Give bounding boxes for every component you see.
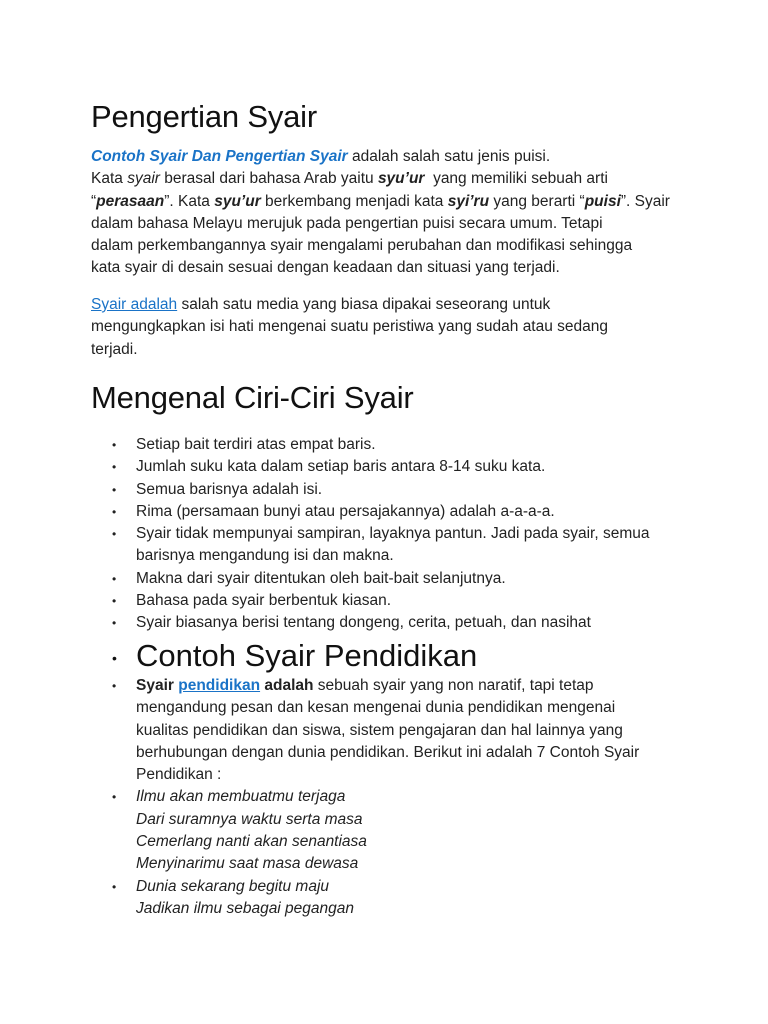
bullet-icon: •: [112, 879, 117, 894]
intro-line-3: “perasaan”. Kata syu’ur berkembang menjadi kata syi’ru yang berarti “puisi”. Syair: [91, 192, 670, 210]
ciri-item-text: Setiap bait terdiri atas empat baris.: [136, 436, 376, 453]
ciri-item: [91, 479, 691, 501]
ciri-list: [91, 434, 691, 635]
syair-adalah-link[interactable]: Syair adalah: [91, 296, 178, 313]
pendidikan-list: [91, 675, 691, 920]
bullet-icon: •: [112, 616, 117, 631]
poem-1-item: [91, 786, 691, 875]
ciri-item: [91, 568, 691, 590]
ciri-item: [91, 456, 691, 478]
ciri-item: [91, 612, 691, 634]
bullet-icon: •: [112, 438, 117, 452]
poem-2-item: [91, 876, 691, 921]
intro-line-6: kata syair di desain sesuai dengan keadaan dan situasi yang terjadi.: [91, 259, 560, 277]
contoh-syair-link[interactable]: Contoh Syair Dan Pengertian Syair: [91, 148, 352, 165]
ciri-item-text: Bahasa pada syair berbentuk kiasan.: [136, 592, 392, 610]
pendidikan-link[interactable]: pendidikan: [178, 677, 261, 694]
bullet-icon: •: [112, 504, 117, 519]
ciri-item-text: barisnya mengandung isi dan makna.: [136, 547, 394, 565]
poem-line: Ilmu akan membuatmu terjaga: [136, 788, 346, 806]
ciri-item-text: Semua barisnya adalah isi.: [136, 480, 323, 498]
syair-adalah-paragraph: Syair adalah salah satu media yang biasa dipakai seseorang untuk mengungkapkan isi hati mengenai suatu peristiwa yang sudah atau sedang terjadi.: [91, 296, 609, 358]
ciri-item: [91, 590, 691, 612]
contoh-heading: Contoh Syair Pendidikan: [136, 638, 478, 673]
poem-line: Jadikan ilmu sebagai pegangan: [136, 899, 355, 917]
poem-line: Menyinarimu saat masa dewasa: [136, 855, 359, 873]
intro-line-5: dalam perkembangannya syair mengalami perubahan dan modifikasi sehingga: [91, 237, 633, 255]
bullet-icon: •: [112, 482, 117, 497]
ciri-item-text: Rima (persamaan bunyi atau persajakannya) adalah a-a-a-a.: [136, 502, 555, 520]
poem-line: Cemerlang nanti akan senantiasa: [136, 833, 367, 851]
contoh-heading-item: [91, 637, 691, 675]
bullet-icon: •: [112, 527, 117, 542]
intro-paragraph: [91, 146, 691, 280]
intro-line-4: dalam bahasa Melayu merujuk pada pengertian puisi secara umum. Tetapi: [91, 214, 603, 232]
ciri-item-text: Jumlah suku kata dalam setiap baris antara 8-14 suku kata.: [136, 458, 546, 476]
poem-line: Dunia sekarang begitu maju: [136, 877, 330, 895]
ciri-item: [91, 501, 691, 523]
contoh-list: [91, 637, 691, 675]
intro-line-2: Kata syair berasal dari bahasa Arab yaitu syu’ur yang memiliki sebuah arti: [91, 170, 608, 188]
bullet-icon: •: [112, 594, 117, 609]
bullet-icon: •: [112, 460, 117, 475]
ciri-item-text: Syair biasanya berisi tentang dongeng, cerita, petuah, dan nasihat: [136, 614, 591, 632]
pendidikan-item: • Syair pendidikan adalah sebuah syair yang non naratif, tapi tetap mengandung pesan dan kesan mengenai dunia pendidikan mengenai kualitas pendidikan dan siswa, sistem pengajaran dan hal lainnya yang berhubungan dengan dunia pendidikan. Berikut ini adalah 7 Contoh Syair Pendidikan :: [112, 677, 640, 784]
ciri-item-text: Syair tidak mempunyai sampiran, layaknya pantun. Jadi pada syair, semua: [136, 525, 650, 543]
ciri-item: [91, 523, 691, 568]
page-title: Pengertian Syair: [91, 99, 317, 134]
bullet-icon: •: [112, 650, 117, 666]
intro-line-1: Contoh Syair Dan Pengertian Syair adalah salah satu jenis puisi.: [91, 148, 551, 165]
ciri-item-text: Makna dari syair ditentukan oleh bait-bait selanjutnya.: [136, 569, 506, 587]
poem-line: Dari suramnya waktu serta masa: [136, 810, 363, 828]
bullet-icon: •: [112, 679, 117, 693]
bullet-icon: •: [112, 790, 117, 805]
ciri-item: [91, 434, 691, 456]
bullet-icon: •: [112, 571, 117, 586]
ciri-heading: Mengenal Ciri-Ciri Syair: [91, 380, 414, 415]
